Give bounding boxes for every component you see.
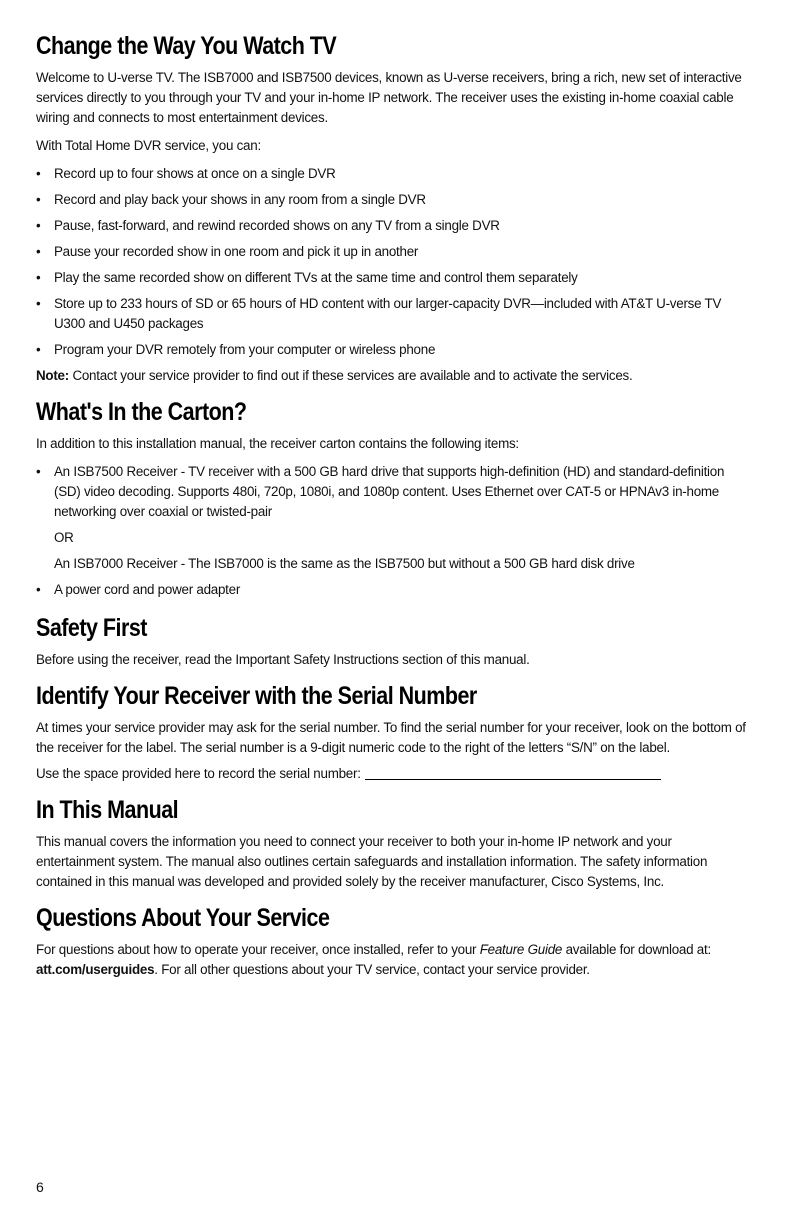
questions-text-part: For questions about how to operate your receiver, once installed, refer to your [36, 942, 480, 957]
heading-change-the-way: Change the Way You Watch TV [36, 32, 337, 60]
section-serial-number [36, 680, 748, 784]
safety-text: Before using the receiver, read the Important Safety Instructions section of this manual. [36, 652, 530, 667]
list-item-text: Play the same recorded show on different TVs at the same time and control them separately [54, 270, 578, 285]
serial-number-blank-line [365, 765, 661, 780]
receiver-isb7000-text: An ISB7000 Receiver - The ISB7000 is the same as the ISB7500 but without a 500 GB hard disk drive [54, 556, 635, 571]
heading-questions-about-service: Questions About Your Service [36, 904, 330, 932]
list-item-text: Pause your recorded show in one room and pick it up in another [54, 244, 419, 259]
page-number: 6 [36, 1179, 44, 1195]
bullet-glyph: • [36, 270, 41, 285]
heading-whats-in-carton: What's In the Carton? [36, 398, 247, 426]
note-paragraph [36, 366, 748, 386]
serial-record-line [36, 764, 748, 784]
carton-item-list [36, 462, 748, 600]
bullet-glyph: • [36, 296, 41, 311]
note-label: Note: [36, 368, 69, 383]
bullet-glyph: • [36, 244, 41, 259]
list-item [36, 580, 748, 600]
serial-record-prompt: Use the space provided here to record the serial number: [36, 766, 361, 781]
bullet-glyph: • [36, 464, 41, 479]
list-item-text: Record and play back your shows in any room from a single DVR [54, 192, 426, 207]
feature-guide-title: Feature Guide [479, 942, 563, 957]
list-item [36, 340, 748, 360]
userguides-link[interactable]: att.com/userguides [36, 962, 155, 977]
power-cord-text: A power cord and power adapter [54, 582, 241, 597]
receiver-isb7500-text: An ISB7500 Receiver - TV receiver with a 500 GB hard drive that supports high-definition (HD) and standard-definition (SD) video decoding. Supports 480i, 720p, 1080i, and 1080p content. Uses Ethernet over CAT-5 or HPNAv3 in-home networking over coaxial or twisted-pair [54, 464, 725, 519]
manual-page [36, 30, 748, 980]
questions-text [36, 940, 748, 980]
heading-identify-receiver: Identify Your Receiver with the Serial Number [36, 682, 477, 710]
list-item [36, 268, 748, 288]
section-safety [36, 612, 748, 670]
intro-paragraph: Welcome to U-verse TV. The ISB7000 and ISB7500 devices, known as U-verse receivers, bring a rich, new set of interactive services directly to you through your TV and your in-home IP network. The receiver uses the existing in-home coaxial cable wiring and connects to most entertainment devices. [36, 70, 742, 125]
note-text: Contact your service provider to find out if these services are available and to activate the services. [68, 368, 633, 383]
list-item-text: Record up to four shows at once on a single DVR [54, 166, 336, 181]
list-item-text: Pause, fast-forward, and rewind recorded shows on any TV from a single DVR [54, 218, 500, 233]
carton-intro: In addition to this installation manual, the receiver carton contains the following items: [36, 436, 519, 451]
or-text: OR [54, 530, 74, 545]
section-watch-tv [36, 30, 748, 386]
manual-text: This manual covers the information you need to connect your receiver to both your in-home IP network and your entertainment system. The manual also outlines certain safeguards and installation information. The safety information contained in this manual was developed and provided solely by the receiver manufacturer, Cisco Systems, Inc. [36, 834, 708, 889]
bullet-glyph: • [36, 342, 41, 357]
dvr-feature-list [36, 164, 748, 360]
list-item [36, 216, 748, 236]
section-in-this-manual [36, 794, 748, 892]
bullet-glyph: • [36, 582, 41, 597]
list-item [36, 164, 748, 184]
bullet-glyph: • [36, 218, 41, 233]
serial-text: At times your service provider may ask for the serial number. To find the serial number for your receiver, look on the bottom of the receiver for the label. The serial number is a 9-digit numeric code to the right of the letters “S/N” on the label. [36, 720, 746, 755]
list-item [36, 462, 748, 574]
section-questions [36, 902, 748, 980]
list-item-text: Program your DVR remotely from your computer or wireless phone [54, 342, 436, 357]
heading-in-this-manual: In This Manual [36, 796, 179, 824]
bullet-glyph: • [36, 166, 41, 181]
bullet-glyph: • [36, 192, 41, 207]
list-item [36, 190, 748, 210]
heading-safety-first: Safety First [36, 614, 147, 642]
list-item [36, 294, 748, 334]
questions-text-part: available for download at: [562, 942, 711, 957]
list-item [36, 242, 748, 262]
questions-text-part: . For all other questions about your TV service, contact your service provider. [154, 962, 590, 977]
section-carton [36, 396, 748, 600]
dvr-lead-text: With Total Home DVR service, you can: [36, 138, 261, 153]
list-item-text: Store up to 233 hours of SD or 65 hours of HD content with our larger-capacity DVR—included with AT&T U-verse TV U300 and U450 packages [54, 296, 722, 331]
